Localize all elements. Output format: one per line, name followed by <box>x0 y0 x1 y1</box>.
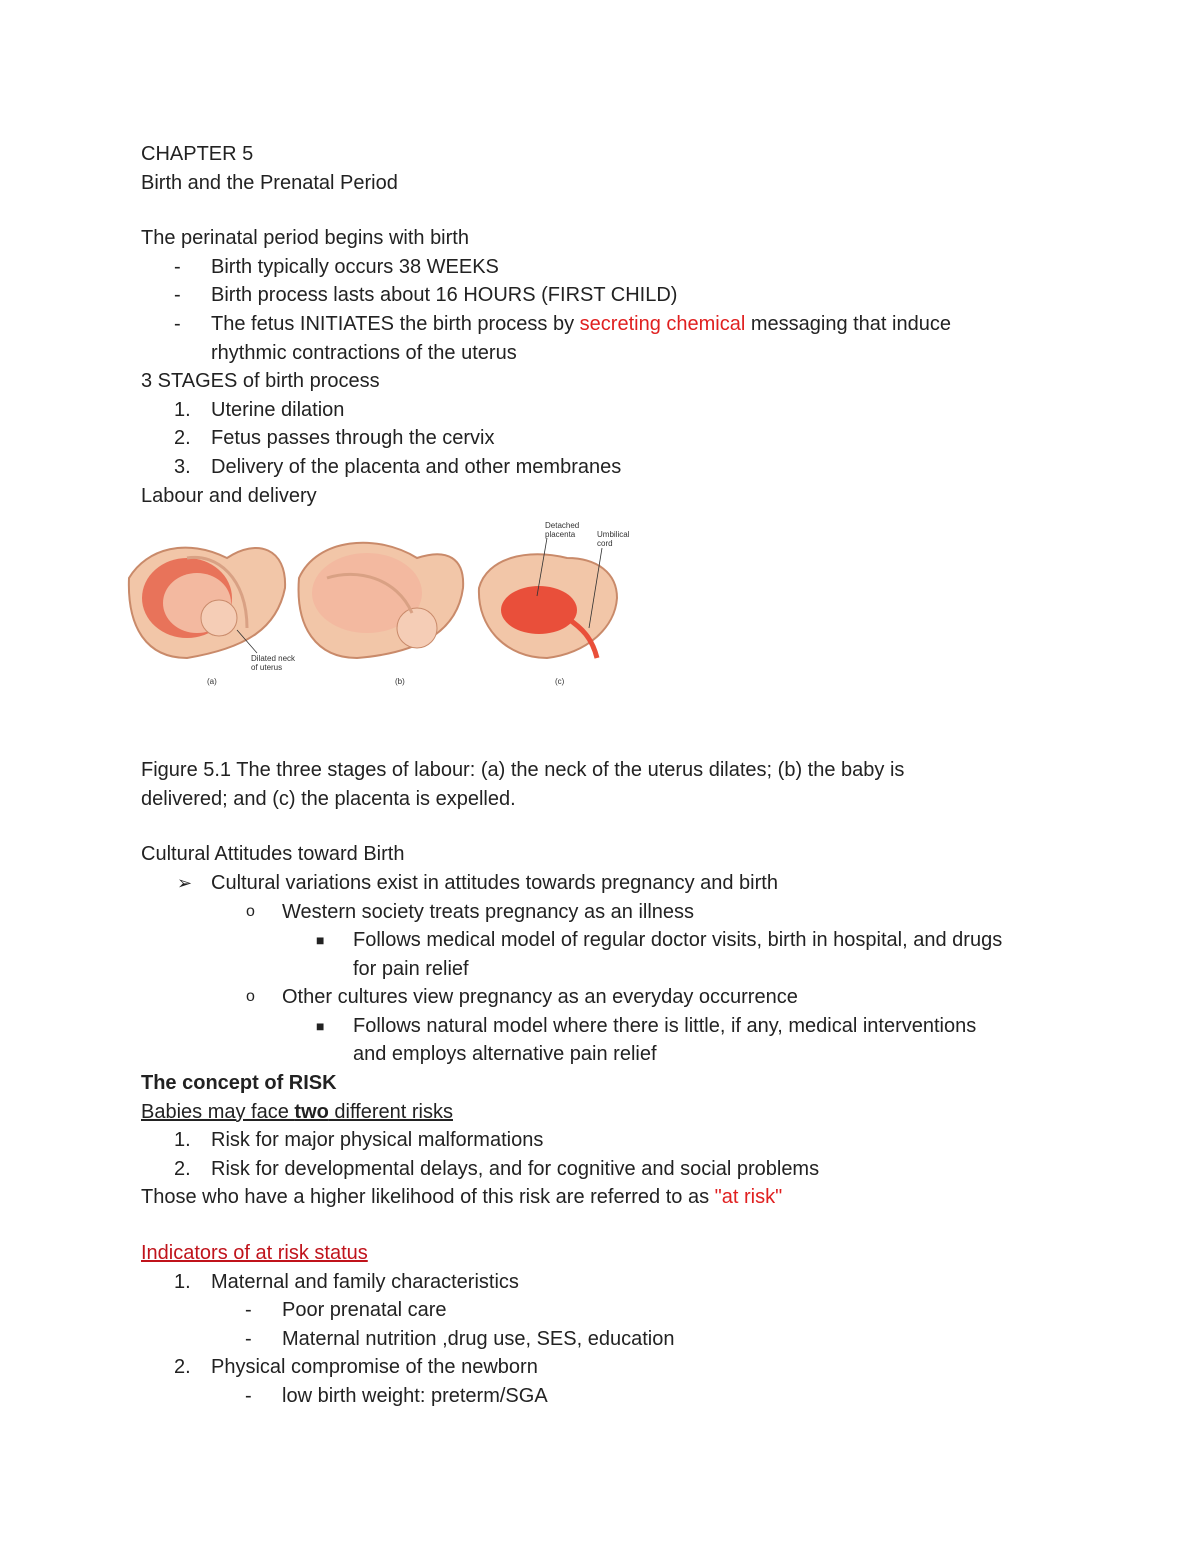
cultural-detail-continuation: for pain relief <box>353 957 469 980</box>
risk-item: 1. Risk for major physical malformations <box>174 1129 544 1152</box>
dash-marker: - <box>245 1299 252 1322</box>
stage-b-illustration <box>299 543 464 686</box>
figure-caption: delivered; and (c) the placenta is expelled. <box>141 787 516 810</box>
indicator-item: 1. Maternal and family characteristics <box>174 1270 519 1293</box>
cultural-subpoint: o Western society treats pregnancy as an illness <box>141 898 1101 927</box>
labour-illustration <box>127 518 647 688</box>
highlight-red: "at risk" <box>714 1186 783 1209</box>
cultural-detail: ■ Follows natural model where there is little, if any, medical interventions <box>141 1012 1101 1041</box>
dash-marker: - <box>245 1385 252 1407</box>
risk-item: 2. Risk for developmental delays, and for cognitive and social problems <box>174 1157 820 1180</box>
umbilical-label-line1: Umbilical <box>597 530 630 540</box>
perinatal-bullet: - Birth process lasts about 16 HOURS (FIRST CHILD) <box>141 281 1101 310</box>
stage-c-illustration <box>479 521 630 686</box>
at-risk-definition: Those who have a higher likelihood of this risk are referred to as "at risk" <box>141 1186 783 1209</box>
stage-item: 3. Delivery of the placenta and other membranes <box>174 455 622 478</box>
risk-heading: The concept of RISK <box>141 1072 337 1095</box>
cultural-heading: Cultural Attitudes toward Birth <box>141 843 405 866</box>
detached-label-line2: placenta <box>545 530 576 540</box>
indicator-subitem: - Poor prenatal care <box>141 1296 1101 1325</box>
indicator-subitem: - Maternal nutrition ,drug use, SES, education <box>141 1325 1101 1354</box>
dilated-label-line2: of uterus <box>251 663 283 673</box>
label-b: (b) <box>395 677 405 687</box>
indicator-item: 2. Physical compromise of the newborn <box>174 1356 538 1379</box>
label-c: (c) <box>555 677 565 687</box>
page-title: Birth and the Prenatal Period <box>141 171 398 194</box>
highlight-red: secreting chemical <box>579 312 746 335</box>
detached-label-line1: Detached <box>545 521 580 531</box>
perinatal-bullet: - The fetus INITIATES the birth process by secreting chemical messaging that induce <box>141 310 1101 339</box>
square-bullet-icon: ■ <box>316 932 325 949</box>
figure-caption: Figure 5.1 The three stages of labour: (a) the neck of the uterus dilates; (b) the baby is <box>141 759 905 782</box>
stage-item: 1. Uterine dilation <box>174 398 345 421</box>
risk-subheading: Babies may face two different risks <box>141 1100 453 1123</box>
labour-stages-figure <box>141 518 1101 726</box>
stages-heading: 3 STAGES of birth process <box>141 370 380 393</box>
labour-heading: Labour and delivery <box>141 484 317 507</box>
dash-marker: - <box>174 255 181 278</box>
indicators-heading: Indicators of at risk status <box>141 1242 368 1265</box>
cultural-detail: ■ Follows medical model of regular doctor visits, birth in hospital, and drugs <box>141 926 1101 955</box>
arrow-bullet-icon: ➢ <box>177 872 193 893</box>
cultural-subpoint: o Other cultures view pregnancy as an everyday occurrence <box>141 983 1101 1012</box>
label-a: (a) <box>207 677 217 687</box>
cultural-detail-continuation: and employs alternative pain relief <box>353 1043 657 1066</box>
stage-a-illustration <box>129 548 296 686</box>
circle-bullet-icon: o <box>246 988 255 1006</box>
document-page <box>141 140 1101 1411</box>
chapter-label: CHAPTER 5 <box>141 143 254 165</box>
umbilical-label-line2: cord <box>597 539 613 549</box>
dilated-label-line1: Dilated neck <box>251 654 296 664</box>
perinatal-bullet: - Birth typically occurs 38 WEEKS <box>141 253 1101 282</box>
cultural-point: ➢ Cultural variations exist in attitudes towards pregnancy and birth <box>141 869 1101 898</box>
indicator-subitem: - low birth weight: preterm/SGA <box>141 1382 1101 1411</box>
dash-marker: - <box>245 1327 252 1350</box>
perinatal-heading: The perinatal period begins with birth <box>141 227 469 250</box>
square-bullet-icon: ■ <box>316 1017 325 1034</box>
dash-marker: - <box>174 284 181 307</box>
dash-marker: - <box>174 312 181 335</box>
stage-item: 2. Fetus passes through the cervix <box>174 427 495 450</box>
perinatal-bullet-continuation: rhythmic contractions of the uterus <box>211 341 517 364</box>
circle-bullet-icon: o <box>246 902 255 920</box>
